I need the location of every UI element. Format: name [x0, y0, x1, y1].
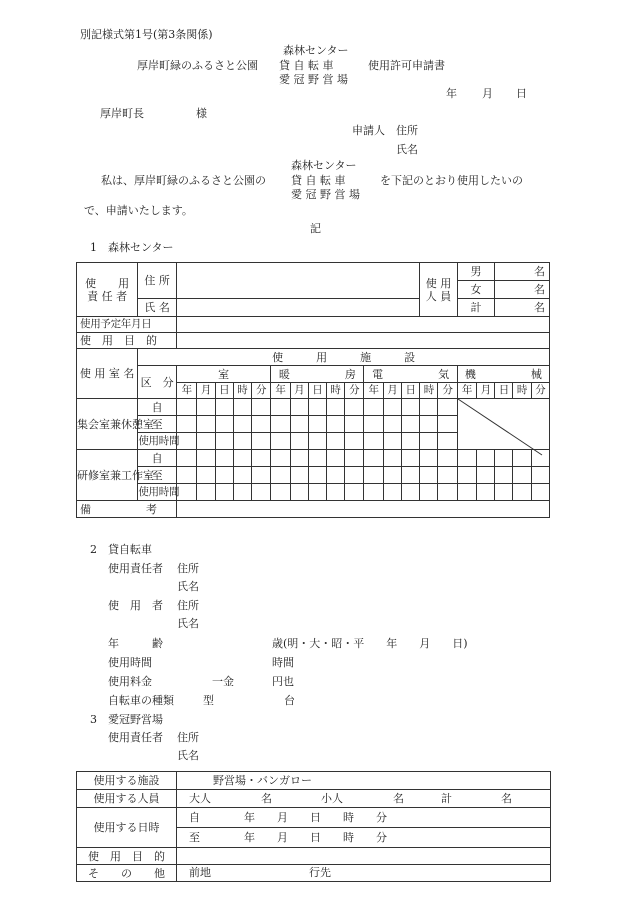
cell[interactable]	[364, 467, 383, 484]
camp-total-label: 計	[441, 792, 452, 805]
cell[interactable]	[513, 484, 531, 501]
camp-child-unit: 名	[393, 792, 404, 805]
camp-dates-to[interactable]: 至 年 月 日 時 分	[177, 828, 551, 848]
female-count-field[interactable]: 名	[495, 281, 550, 299]
camp-total-unit: 名	[501, 792, 512, 805]
unit-day: 日	[401, 383, 419, 399]
cell[interactable]	[345, 467, 364, 484]
room1-from-row	[77, 399, 550, 416]
unit-month: 月	[383, 383, 401, 399]
camp-child-label: 小人	[321, 792, 343, 805]
camp-responsible-label: 使用責任者	[108, 731, 163, 744]
remarks-field[interactable]	[176, 501, 549, 518]
camp-front-label: 前地	[189, 866, 211, 879]
bike-time-label: 使用時間	[108, 656, 152, 669]
cell[interactable]	[215, 467, 233, 484]
unit-hour: 時	[513, 383, 531, 399]
cell[interactable]	[420, 399, 438, 416]
cell[interactable]	[215, 450, 233, 467]
camp-adult-label: 大人	[189, 792, 211, 805]
kubun-label: 区 分	[138, 366, 177, 399]
cell[interactable]	[438, 484, 457, 501]
cell[interactable]	[290, 399, 308, 416]
body-line2: で、申請いたします。	[84, 204, 193, 217]
cell[interactable]	[420, 484, 438, 501]
users-label-l1: 使 用	[425, 276, 452, 290]
cell[interactable]	[401, 484, 419, 501]
cell[interactable]	[176, 467, 196, 484]
cell[interactable]	[233, 484, 251, 501]
cell[interactable]	[364, 433, 383, 450]
to-label: 至	[138, 467, 177, 484]
cell[interactable]	[420, 416, 438, 433]
cell[interactable]	[233, 416, 251, 433]
cell[interactable]	[215, 399, 233, 416]
users-label	[420, 263, 457, 317]
cell[interactable]	[271, 484, 290, 501]
cell[interactable]	[345, 416, 364, 433]
cell[interactable]	[326, 467, 344, 484]
responsible-label-l2: 責 任 者	[87, 289, 128, 303]
cell[interactable]	[271, 416, 290, 433]
unit-minute: 分	[345, 383, 364, 399]
cell[interactable]	[308, 450, 326, 467]
machine-header: 機 械	[457, 366, 549, 383]
bike-user-label: 使 用 者	[108, 599, 163, 612]
camp-people-label: 使用する人員	[77, 790, 177, 808]
to-label: 至	[138, 416, 177, 433]
bike-fee-label: 使用料金	[108, 675, 152, 688]
from-label: 自	[138, 399, 177, 416]
bike-responsible-name: 氏名	[177, 580, 199, 593]
cell[interactable]	[290, 416, 308, 433]
camp-facility-value[interactable]: 野営場・バンガロー	[177, 772, 551, 790]
cell[interactable]	[290, 433, 308, 450]
bike-fee-suffix: 円也	[272, 675, 294, 688]
camp-responsible-name: 氏名	[177, 749, 199, 762]
electric-header: 電 気	[364, 366, 457, 383]
camp-other-field[interactable]	[177, 865, 551, 882]
bike-user-name: 氏名	[177, 617, 199, 630]
bike-fee-prefix: 一金	[212, 675, 234, 688]
cell[interactable]	[457, 484, 476, 501]
unit-day: 日	[215, 383, 233, 399]
cell[interactable]	[326, 416, 344, 433]
bike-responsible-address: 住所	[177, 562, 199, 575]
from-label: 自	[138, 450, 177, 467]
cell[interactable]	[383, 416, 401, 433]
cell[interactable]	[383, 467, 401, 484]
cell[interactable]	[345, 450, 364, 467]
name-label: 氏 名	[138, 299, 177, 317]
cell[interactable]	[438, 416, 457, 433]
responsible-label	[77, 263, 138, 317]
section2-heading: 2 貸自転車	[90, 543, 152, 556]
camp-dates-label: 使用する日時	[77, 808, 177, 848]
responsible-label-l1: 使 用	[85, 276, 130, 290]
unit-month: 月	[197, 383, 215, 399]
cell[interactable]	[308, 399, 326, 416]
body-facility-forest: 森林センター	[291, 159, 357, 172]
cell[interactable]	[420, 467, 438, 484]
title-facility-forest: 森林センター	[283, 44, 349, 57]
cell[interactable]	[438, 450, 457, 467]
unit-month: 月	[290, 383, 308, 399]
date-month: 月	[482, 87, 493, 100]
cell[interactable]	[290, 484, 308, 501]
addressee-name: 厚岸町長	[100, 107, 144, 120]
cell[interactable]	[308, 467, 326, 484]
cell[interactable]	[364, 399, 383, 416]
cell[interactable]	[176, 433, 196, 450]
unit-day: 日	[495, 383, 513, 399]
bike-type-label: 自転車の種類	[108, 694, 174, 707]
date-year: 年	[446, 87, 457, 100]
date-day: 日	[516, 87, 527, 100]
cell[interactable]	[176, 416, 196, 433]
cell[interactable]	[326, 450, 344, 467]
room-header: 室	[176, 366, 270, 383]
unit-month: 月	[477, 383, 495, 399]
time-label: 使用時間	[138, 433, 177, 450]
cell[interactable]	[383, 484, 401, 501]
camp-people-field[interactable]	[177, 790, 551, 808]
cell[interactable]	[326, 484, 344, 501]
bike-age-label: 年 齢	[108, 637, 163, 650]
forest-center-table	[76, 262, 550, 518]
unit-year: 年	[271, 383, 290, 399]
body-facility-bike: 貸 自 転 車	[291, 174, 346, 187]
cell[interactable]	[383, 450, 401, 467]
bike-model-label: 型	[203, 694, 214, 707]
cell[interactable]	[438, 467, 457, 484]
users-label-l2: 人 員	[425, 289, 452, 303]
address-field[interactable]	[176, 263, 419, 299]
camp-dates-from[interactable]: 自 年 月 日 時 分	[177, 808, 551, 828]
male-count-field[interactable]: 名	[495, 263, 550, 281]
title-park: 厚岸町緑のふるさと公園	[137, 59, 258, 72]
male-label: 男	[457, 263, 494, 281]
cell[interactable]	[401, 467, 419, 484]
cell[interactable]	[251, 399, 270, 416]
total-count-field[interactable]: 名	[495, 299, 550, 317]
cell[interactable]	[531, 467, 549, 484]
heating-header: 暖 房	[271, 366, 364, 383]
cell[interactable]	[457, 467, 476, 484]
cell[interactable]	[531, 484, 549, 501]
camp-adult-unit: 名	[261, 792, 272, 805]
title-facility-bike: 貸 自 転 車	[279, 59, 334, 72]
camp-purpose-label: 使 用 目 的	[77, 848, 177, 865]
unit-hour: 時	[420, 383, 438, 399]
machine-diagonal-cell	[457, 399, 549, 450]
cell[interactable]	[215, 484, 233, 501]
cell[interactable]	[251, 467, 270, 484]
planned-date-label: 使用予定年月日	[77, 317, 177, 333]
cell[interactable]	[345, 484, 364, 501]
name-field[interactable]	[176, 299, 419, 317]
bike-user-address: 住所	[177, 599, 199, 612]
cell[interactable]	[308, 416, 326, 433]
bike-age-value: 歳(明・大・昭・平 年 月 日)	[272, 637, 468, 650]
cell[interactable]	[401, 433, 419, 450]
cell[interactable]	[290, 467, 308, 484]
cell[interactable]	[197, 433, 215, 450]
cell[interactable]	[383, 399, 401, 416]
cell[interactable]	[308, 433, 326, 450]
room1-label: 集会室兼休憩室	[77, 399, 138, 450]
title-suffix: 使用許可申請書	[368, 59, 445, 72]
bike-time-value: 時間	[272, 656, 294, 669]
cell[interactable]	[438, 433, 457, 450]
camp-destination-label: 行先	[309, 866, 331, 879]
cell[interactable]	[251, 484, 270, 501]
cell[interactable]	[215, 433, 233, 450]
cell[interactable]	[197, 450, 215, 467]
cell[interactable]	[326, 399, 344, 416]
title-facility-camp: 愛 冠 野 営 場	[279, 73, 348, 86]
female-label: 女	[457, 281, 494, 299]
cell[interactable]	[176, 399, 196, 416]
purpose-field[interactable]	[176, 333, 549, 349]
cell[interactable]	[197, 484, 215, 501]
cell[interactable]	[233, 467, 251, 484]
cell[interactable]	[477, 467, 495, 484]
cell[interactable]	[495, 467, 513, 484]
section1-heading: 1 森林センター	[90, 241, 174, 254]
unit-year: 年	[457, 383, 476, 399]
cell[interactable]	[420, 450, 438, 467]
applicant-name: 氏名	[396, 143, 418, 156]
cell[interactable]	[197, 467, 215, 484]
cell[interactable]	[401, 399, 419, 416]
cell[interactable]	[383, 433, 401, 450]
camp-responsible-address: 住所	[177, 731, 199, 744]
cell[interactable]	[233, 399, 251, 416]
camp-facility-label: 使用する施設	[77, 772, 177, 790]
remarks-label: 備 考	[77, 501, 177, 518]
cell[interactable]	[271, 450, 290, 467]
planned-date-field[interactable]	[176, 317, 549, 333]
cell[interactable]	[308, 484, 326, 501]
cell[interactable]	[513, 467, 531, 484]
body-facility-camp: 愛 冠 野 営 場	[291, 188, 360, 201]
cell[interactable]	[495, 484, 513, 501]
cell[interactable]	[197, 399, 215, 416]
cell[interactable]	[176, 450, 196, 467]
unit-year: 年	[176, 383, 196, 399]
unit-minute: 分	[531, 383, 549, 399]
cell[interactable]	[290, 450, 308, 467]
cell[interactable]	[271, 433, 290, 450]
cell[interactable]	[251, 450, 270, 467]
ki-mark: 記	[310, 222, 321, 235]
cell[interactable]	[271, 467, 290, 484]
cell[interactable]	[233, 433, 251, 450]
cell[interactable]	[326, 433, 344, 450]
cell[interactable]	[345, 433, 364, 450]
cell[interactable]	[233, 450, 251, 467]
cell[interactable]	[345, 399, 364, 416]
room-name-label: 使 用 室 名	[77, 349, 138, 399]
body-lead: 私は、厚岸町緑のふるさと公園の	[101, 174, 266, 187]
cell[interactable]	[401, 416, 419, 433]
unit-hour: 時	[233, 383, 251, 399]
form-number: 別記様式第1号(第3条関係)	[80, 28, 213, 41]
applicant-label: 申請人	[352, 124, 385, 137]
cell[interactable]	[438, 399, 457, 416]
unit-day: 日	[308, 383, 326, 399]
bike-responsible-label: 使用責任者	[108, 562, 163, 575]
bike-count-label: 台	[284, 694, 295, 707]
unit-hour: 時	[326, 383, 344, 399]
cell[interactable]	[251, 433, 270, 450]
cell[interactable]	[364, 484, 383, 501]
unit-minute: 分	[251, 383, 270, 399]
room2-time-row	[77, 484, 550, 501]
address-label: 住 所	[138, 263, 177, 299]
cell[interactable]	[271, 399, 290, 416]
cell[interactable]	[215, 416, 233, 433]
room2-label: 研修室兼工作室	[77, 450, 138, 501]
diagonal-line	[458, 399, 542, 455]
purpose-label: 使 用 目 的	[77, 333, 177, 349]
unit-year: 年	[364, 383, 383, 399]
cell[interactable]	[197, 416, 215, 433]
section3-heading: 3 愛冠野営場	[90, 713, 163, 726]
campground-table	[76, 771, 551, 882]
unit-minute: 分	[438, 383, 457, 399]
cell[interactable]	[251, 416, 270, 433]
total-label: 計	[457, 299, 494, 317]
time-label: 使用時間	[138, 484, 177, 501]
addressee-honorific: 様	[196, 107, 207, 120]
cell[interactable]	[420, 433, 438, 450]
cell[interactable]	[364, 450, 383, 467]
cell[interactable]	[477, 484, 495, 501]
camp-purpose-field[interactable]	[177, 848, 551, 865]
body-tail: を下記のとおり使用したいの	[380, 174, 523, 187]
cell[interactable]	[364, 416, 383, 433]
applicant-address: 住所	[396, 124, 418, 137]
cell[interactable]	[176, 484, 196, 501]
camp-other-label: そ の 他	[77, 865, 177, 882]
cell[interactable]	[401, 450, 419, 467]
facility-header: 使 用 施 設	[138, 349, 550, 366]
